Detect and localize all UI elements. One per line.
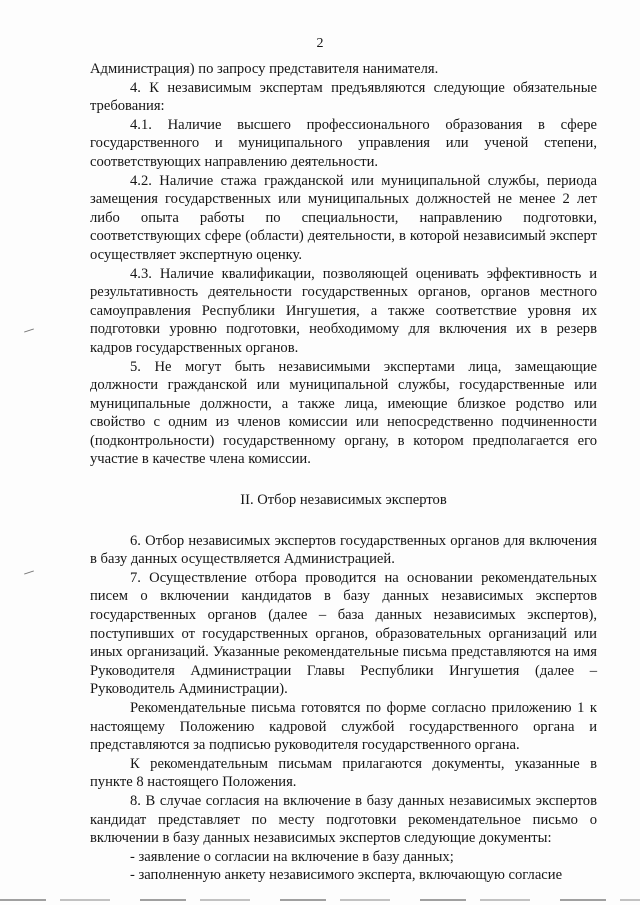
paragraph: Рекомендательные письма готовятся по форме согласно приложению 1 к настоящему Положению кадровой службой государственного органа и представляются за подписью руководителя государственного органа. (90, 700, 597, 754)
paragraph: 4.3. Наличие квалификации, позволяющей оценивать эффективность и результативность деятельности государственных органов, органов местного самоуправления Республики Ингушетия, а также соответствие уровня их подготовки уровню подготовки, необходимому для включения их в резерв кадров государственных органов. (90, 265, 597, 356)
list-item: - заявление о согласии на включение в базу данных; (130, 848, 454, 865)
scan-edge (0, 899, 640, 901)
paragraph: 7. Осуществление отбора проводится на основании рекомендательных писем о включении кандидатов в базу данных независимых экспертов государственных органов (далее – база данных независимых экспертов), поступивших от государственных органов, образовательных организаций или иных организаций. Указанные рекомендательные письма представляются на имя Руководителя Администрации Главы Республики Ингушетия (далее – Руководитель Администрации). (90, 569, 597, 698)
paragraphs-before-section (90, 60, 597, 469)
paragraph: 5. Не могут быть независимыми экспертами лица, замещающие должности гражданской или муниципальной службы, государственные или муниципальные должности, а также лица, имеющие близкое родство или свойство с одним из членов комиссии или непосредственно подчиненности (подконтрольности) государственному органу, в котором предполагается его участие в качестве члена комиссии. (90, 358, 597, 468)
paragraph: 8. В случае согласия на включение в базу данных независимых экспертов кандидат представляет по месту подготовки рекомендательное письмо о включении в базу данных независимых экспертов следующие документы: (90, 792, 597, 847)
paragraph: 6. Отбор независимых экспертов государственных органов для включения в базу данных осуществляется Администрацией. (90, 532, 597, 568)
margin-mark (24, 328, 34, 332)
paragraph: 4.1. Наличие высшего профессионального образования в сфере государственного и муниципального управления или ученой степени, соответствующих направлению деятельности. (90, 116, 597, 170)
list-item: - заполненную анкету независимого эксперта, включающую согласие (130, 867, 563, 884)
paragraph: 4.2. Наличие стажа гражданской или муниципальной службы, периода замещения государственных или муниципальных должностей не менее 2 лет либо опыта работы по специальности, направлению подготовки, соответствующих сфере (области) деятельности, в которой независимый эксперт осуществляет экспертную оценку. (90, 172, 597, 263)
paragraph: К рекомендательным письмам прилагаются документы, указанные в пункте 8 настоящего Положения. (90, 755, 597, 791)
document-body (90, 60, 597, 885)
margin-mark (24, 570, 34, 574)
paragraph: 4. К независимым экспертам предъявляются следующие обязательные требования: (90, 79, 597, 115)
paragraph: Администрация) по запросу представителя нанимателя. (90, 61, 439, 77)
section-heading: II. Отбор независимых экспертов (240, 492, 447, 509)
paragraphs-after-section (90, 532, 597, 885)
page-number: 2 (316, 36, 324, 51)
